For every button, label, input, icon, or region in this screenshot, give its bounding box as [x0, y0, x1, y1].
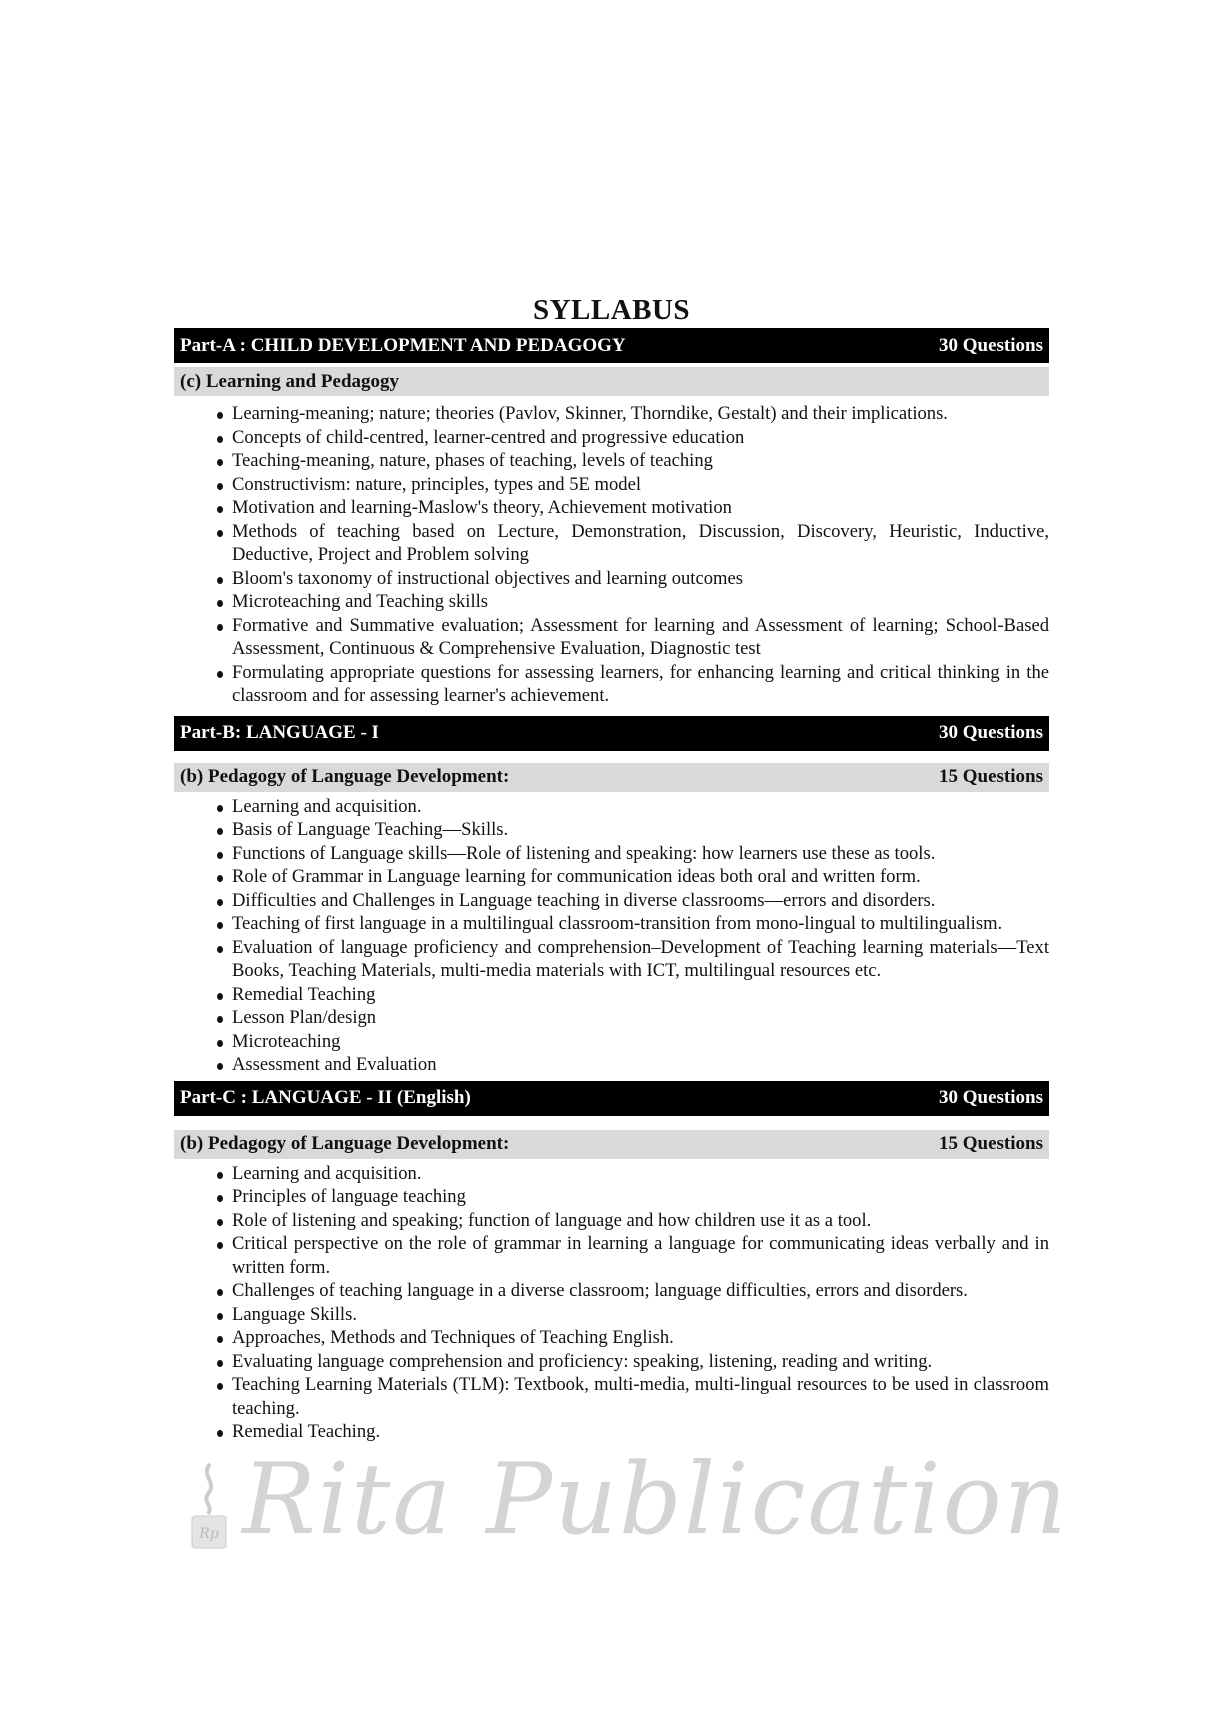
list-item: Methods of teaching based on Lecture, Demonstration, Discussion, Discovery, Heuristic, Inductive, Deductive, Project and Problem solving [232, 520, 1049, 565]
watermark: Rita Publication [242, 1442, 1069, 1557]
watermark-row [174, 1442, 1069, 1557]
list-item: Role of Grammar in Language learning for communication ideas both oral and written form. [232, 865, 1049, 889]
list-item: Remedial Teaching [232, 983, 1049, 1007]
list-item: Assessment and Evaluation [232, 1053, 1049, 1077]
list-item: Evaluation of language proficiency and comprehension–Development of Teaching learning materials—Text Books, Teaching Materials, multi-media materials with ICT, multilingual resources etc. [232, 936, 1049, 981]
part-c-list [232, 1162, 1049, 1444]
part-a-label: Part-A : CHILD DEVELOPMENT AND PEDAGOGY [180, 334, 626, 356]
part-b-subheader [174, 763, 1049, 792]
list-item: Principles of language teaching [232, 1185, 1049, 1209]
part-b-sub-label: (b) Pedagogy of Language Development: [180, 766, 510, 787]
list-item: Bloom's taxonomy of instructional objectives and learning outcomes [232, 567, 1049, 591]
list-item: Evaluating language comprehension and proficiency: speaking, listening, reading and writing. [232, 1350, 1049, 1374]
part-c-header [174, 1081, 1049, 1116]
list-item: Difficulties and Challenges in Language teaching in diverse classrooms—errors and disorders. [232, 889, 1049, 913]
part-a-list [232, 402, 1049, 708]
part-a-header [174, 328, 1049, 363]
list-item: Functions of Language skills—Role of listening and speaking: how learners use these as tools. [232, 842, 1049, 866]
list-item: Concepts of child-centred, learner-centred and progressive education [232, 426, 1049, 450]
list-item: Remedial Teaching. [232, 1420, 1049, 1444]
list-item: Teaching Learning Materials (TLM): Textbook, multi-media, multi-lingual resources to be used in classroom teaching. [232, 1374, 1049, 1419]
part-b-header [174, 716, 1049, 751]
list-item: Microteaching [232, 1030, 1049, 1054]
part-b-list [232, 795, 1049, 1077]
publisher-logo-icon [190, 1462, 228, 1550]
list-item: Motivation and learning-Maslow's theory, Achievement motivation [232, 496, 1049, 520]
part-a-sub-label: (c) Learning and Pedagogy [180, 370, 400, 392]
list-item: Constructivism: nature, principles, types and 5E model [232, 473, 1049, 497]
logo-text: Rp [199, 1525, 219, 1542]
page-title: SYLLABUS [532, 294, 691, 326]
syllabus-page [174, 292, 1069, 1557]
part-c-subheader [174, 1130, 1049, 1159]
part-c-sub-questions: 15 Questions [939, 1133, 1043, 1154]
list-item: Teaching of first language in a multilingual classroom-transition from mono-lingual to multilingualism. [232, 912, 1049, 936]
part-c-sub-label: (b) Pedagogy of Language Development: [180, 1133, 510, 1154]
list-item: Formulating appropriate questions for assessing learners, for enhancing learning and critical thinking in the classroom and for assessing learner's achievement. [232, 661, 1049, 706]
part-c-questions: 30 Questions [939, 1087, 1043, 1108]
list-item: Microteaching and Teaching skills [232, 590, 1049, 614]
list-item: Formative and Summative evaluation; Assessment for learning and Assessment of learning; School-Based Assessment, Continuous & Comprehensive Evaluation, Diagnostic test [232, 614, 1049, 659]
part-a-subheader [174, 367, 1049, 396]
list-item: Role of listening and speaking; function of language and how children use it as a tool. [232, 1209, 1049, 1233]
list-item: Learning and acquisition. [232, 1162, 1049, 1186]
list-item: Teaching-meaning, nature, phases of teaching, levels of teaching [232, 449, 1049, 473]
part-b-questions: 30 Questions [939, 722, 1043, 743]
list-item: Challenges of teaching language in a diverse classroom; language difficulties, errors and disorders. [232, 1279, 1049, 1303]
list-item: Critical perspective on the role of grammar in learning a language for communicating ideas verbally and in written form. [232, 1233, 1049, 1278]
list-item: Approaches, Methods and Techniques of Teaching English. [232, 1326, 1049, 1350]
list-item: Learning and acquisition. [232, 795, 1049, 819]
list-item: Learning-meaning; nature; theories (Pavlov, Skinner, Thorndike, Gestalt) and their implications. [232, 402, 1049, 426]
list-item: Language Skills. [232, 1303, 1049, 1327]
part-b-label: Part-B: LANGUAGE - I [180, 722, 379, 743]
part-a-questions: 30 Questions [939, 334, 1043, 356]
list-item: Basis of Language Teaching—Skills. [232, 818, 1049, 842]
part-b-sub-questions: 15 Questions [939, 766, 1043, 787]
part-c-label: Part-C : LANGUAGE - II (English) [180, 1087, 471, 1108]
list-item: Lesson Plan/design [232, 1006, 1049, 1030]
